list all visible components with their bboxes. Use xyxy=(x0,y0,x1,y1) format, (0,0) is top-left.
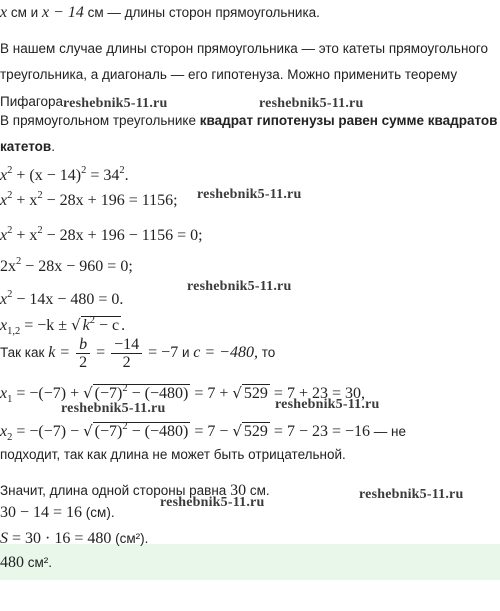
area-calculation: S = 30 · 16 = 480 (см²). xyxy=(0,530,149,547)
roots-formula: $x_{1,2} = -k$ ± √ $k^2 - c$ . xyxy=(0,315,126,337)
equation-5: $x^2 - 14x - 480 = 0$. xyxy=(0,289,124,308)
answer-highlight xyxy=(0,544,500,580)
equation-2: $x^2 + x^2 - 28x + 196 = 1156$; xyxy=(0,190,178,209)
equation-3: $x^2 + x^2 - 28x + 196 - 1156 = 0$; xyxy=(0,225,203,244)
watermark: reshebnik5-11.ru xyxy=(63,96,168,111)
equation-4: $2x^2 - 28x - 960 = 0$; xyxy=(0,256,133,275)
watermark: reshebnik5-11.ru xyxy=(61,401,166,416)
second-side: 30 − 14 = 16 (см). xyxy=(0,504,115,521)
root-2-rejection: подходит, так как длина не может быть отрицательной. xyxy=(0,447,346,462)
watermark: reshebnik5-11.ru xyxy=(275,397,380,412)
watermark: reshebnik5-11.ru xyxy=(197,187,302,202)
root-2: $x_2 = -(-7)$ − √ $(-7)^2 - (-480) = 7$ − √ 529 = 7 − 23 = −16 — не xyxy=(0,421,406,443)
watermark: reshebnik5-11.ru xyxy=(259,96,364,111)
pythagoras-statement: В прямоугольном треугольнике квадрат гипотенузы равен сумме квадратов xyxy=(0,113,498,128)
paragraph-line-1: В нашем случае длины сторон прямоугольника — это катеты прямоугольного xyxy=(0,41,489,56)
paragraph-line-3: Пифагора. xyxy=(0,94,67,109)
coefficients-line: Так как k = $\frac{b}{2}$ = $\frac{-14}{2}$ = −7 и c = −480, то xyxy=(0,336,276,371)
line-sides: x см и x − 14 см — длины сторон прямоугольника. xyxy=(0,4,320,21)
watermark: reshebnik5-11.ru xyxy=(187,279,292,294)
side-length-statement: Значит, длина одной стороны равна 30 см. xyxy=(0,482,270,499)
watermark: reshebnik5-11.ru xyxy=(359,487,464,502)
answer-text: 480 см². xyxy=(0,554,53,571)
paragraph-line-2: треугольника, а диагональ — его гипотенуза. Можно применить теорему xyxy=(0,67,458,82)
watermark: reshebnik5-11.ru xyxy=(160,495,265,510)
pythagoras-statement-end: катетов. xyxy=(0,139,55,154)
root-1: $x_1 = -(-7)$ + √ $(-7)^2 - (-480) = 7$ + √ 529 = 7 + 23 = 30, xyxy=(0,383,365,405)
equation-1: $x^2 + (x - 14)^2 = 34^2$. xyxy=(0,165,129,184)
